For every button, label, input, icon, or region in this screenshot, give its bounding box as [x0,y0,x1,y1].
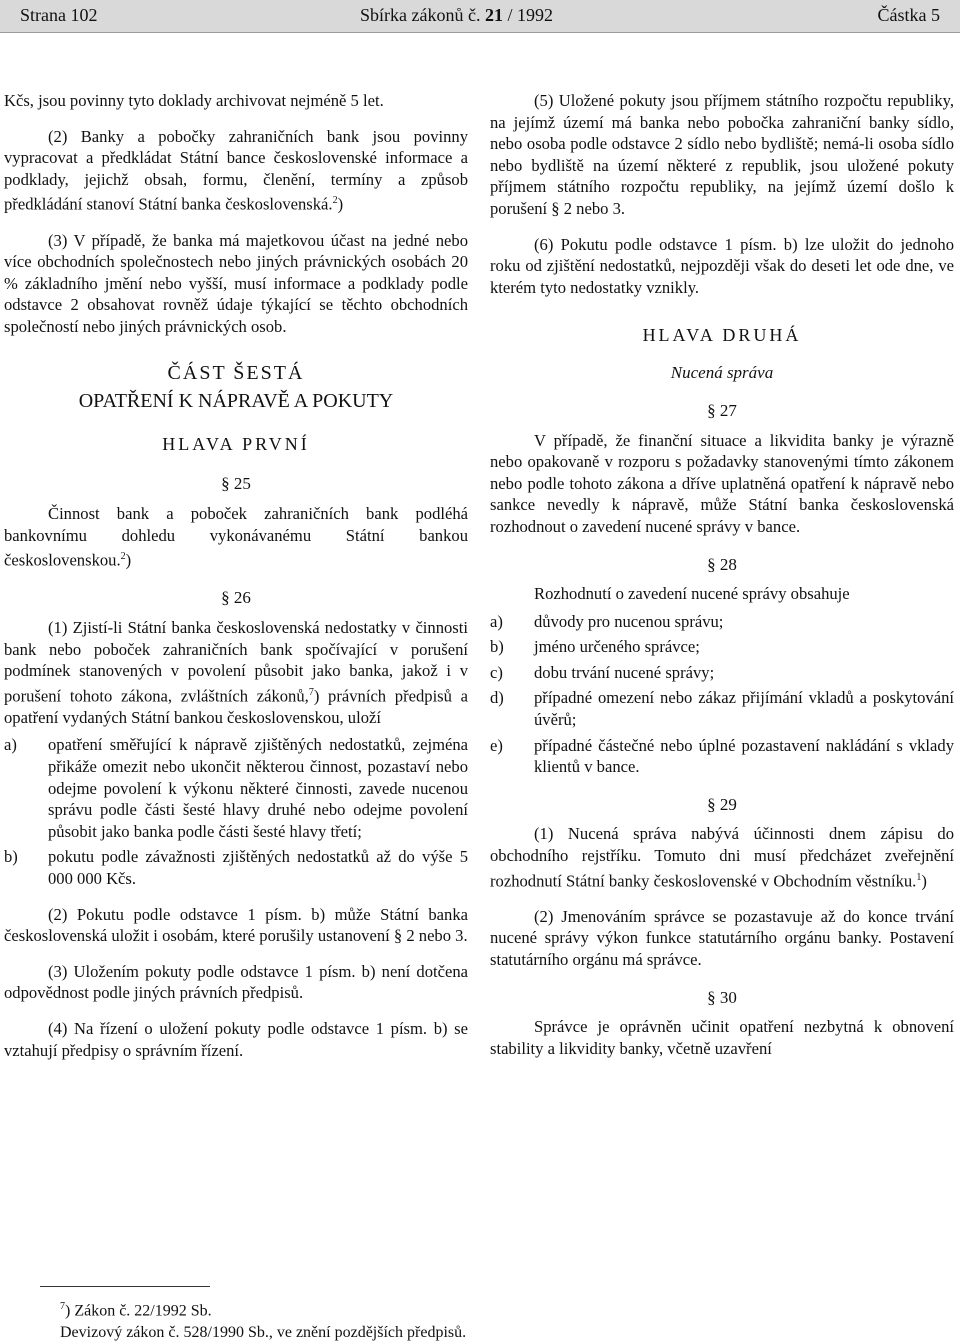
footnotes [40,1296,940,1344]
right-column [490,90,954,1059]
section-29-paragraph-1: (1) Nucená správa nabývá účinnosti dnem zápisu do obchodního rejstříku. Tomuto dni musí předcházet zveřejnění rozhodnutí Státní banky československé v Obchodním věstníku.$^1$) [490,824,954,891]
section-27-heading: § 27 [707,400,737,420]
issue-number: Částka 5 [877,5,940,25]
section-30-text: Správce je oprávněn učinit opatření nezbytná k obnovení stability a likvidity banky, včetně uzavření [490,1017,954,1058]
page-number: Strana 102 [20,5,98,25]
section-30-heading: § 30 [707,987,737,1007]
footnote-7-continued: Devizový zákon č. 528/1990 Sb., ve znění pozdějších předpisů. [60,1324,467,1342]
section-28-list [490,611,954,778]
section-28-intro: Rozhodnutí o zavedení nucené správy obsahuje [534,584,850,604]
page-header [0,0,960,33]
chapter-subtitle: Nucená správa [670,363,774,383]
left-column [4,90,468,1061]
section-29-paragraph-2: (2) Jmenováním správce se pozastavuje až do konce trvání nucené správy výkon funkce statutárního orgánu banky. Postavení statutárního orgánu má správce. [490,906,954,969]
list-item: b) pokutu podle závažnosti zjištěných nedostatků až do výše 5 000 000 Kčs. [4,847,468,889]
section-26-list [4,734,468,889]
footnote-separator [40,1286,210,1287]
part-subtitle: OPATŘENÍ K NÁPRAVĚ A POKUTY [78,390,394,413]
collection-title: Sbírka zákonů č. 21 / 1992 [360,5,553,25]
paragraph-3: (3) V případě, že banka má majetkovou účast na jedné nebo více obchodních společnostech nebo jiných právnických osobách 20 % základního jmění nebo vyšší, musí informace a podklady podle odstavce 2 obsahovat rovněž údaje týkající se těchto obchodních společností nebo jiných právnických osob. [4,230,468,336]
list-item: c) dobu trvání nucené správy; [490,662,715,682]
chapter-heading: HLAVA PRVNÍ [162,434,310,455]
paragraph-6: (6) Pokutu podle odstavce 1 písm. b) lze uložit do jednoho roku od zjištění nedostatků, nejpozději však do deseti let ode dne, ve kterém tyto nedostatky vznikly. [490,234,954,297]
section-27-text: V případě, že finanční situace a likvidita banky je výrazně nebo opakovaně v rozporu s požadavky stanovenými tímto zákonem nebo podle tohoto zákona a dříve uplatněná opatření k nápravě nebo sankce nevedly k nápravě, může Státní banka československá rozhodnout o zavedení nucené správy v bance. [490,430,954,536]
section-26-paragraph-2: (2) Pokutu podle odstavce 1 písm. b) může Státní banka československá uložit i osobám, které porušily ustanovení § 2 nebo 3. [4,904,468,946]
part-title: ČÁST ŠESTÁ [167,362,305,385]
list-item: a) důvody pro nucenou správu; [490,611,724,631]
section-29-heading: § 29 [707,794,737,814]
list-item: e) případné částečné nebo úplné pozastavení nakládání s vklady klientů v bance. [490,735,954,777]
chapter-heading: HLAVA DRUHÁ [642,325,802,346]
section-28-heading: § 28 [707,554,737,574]
paragraph-2: (2) Banky a pobočky zahraničních bank jsou povinny vypracovat a předkládat Státní bance československé informace a podklady, jejichž obsah, formu, členění, termíny a způsob předkládání stanoví Státní banka československá.$^2$) [4,126,468,214]
paragraph-continued: Kčs, jsou povinny tyto doklady archivovat nejméně 5 let. [4,91,384,110]
section-25-heading: § 25 [221,474,251,494]
list-item: b) jméno určeného správce; [490,637,700,657]
section-26-paragraph-3: (3) Uložením pokuty podle odstavce 1 písm. b) není dotčena odpovědnost podle jiných právních předpisů. [4,961,468,1003]
list-item: d) případné omezení nebo zákaz přijímání vkladů a poskytování úvěrů; [490,688,954,730]
section-26-paragraph-4: (4) Na řízení o uložení pokuty podle odstavce 1 písm. b) se vztahují předpisy o správním řízení. [4,1019,468,1060]
section-25-text: Činnost bank a poboček zahraničních bank podléhá bankovnímu dohledu vykonávanému Státní bankou československou.$^2$) [4,504,468,570]
paragraph-5: (5) Uložené pokuty jsou příjmem státního rozpočtu republiky, na jejímž území má banka nebo pobočka zahraniční banky sídlo, nebo osoba podle odstavce 2 sídlo nebo bydliště; nemá-li osoba sídlo nebo bydliště na území některé z republik, jsou uložené pokuty příjmem státního rozpočtu republiky, na jejímž území došlo k porušení § 2 nebo 3. [490,91,954,218]
footnote-7: $^7$) Zákon č. 22/1992 Sb. [60,1301,212,1320]
list-item: a) opatření směřující k nápravě zjištěných nedostatků, zejména přikáže omezit nebo ukončit některou činnost, pozastaví nebo odejme povolení k výkonu některé činnosti, zavede nucenou správu podle části šesté hlavy druhé nebo odejme povolení působit jako banka podle části šesté hlavy třetí; [4,735,468,841]
section-26-paragraph-1: (1) Zjistí-li Státní banka československá nedostatky v činnosti bank nebo poboček zahraničních bank spočívající v porušení podmínek stanovených v povolení působit jako banka, jakož i v porušení tohoto zákona, zvláštních zákonů,$^7$) právních předpisů a opatření vydaných Státní bankou československou, uloží [4,617,468,727]
section-26-heading: § 26 [221,588,251,608]
